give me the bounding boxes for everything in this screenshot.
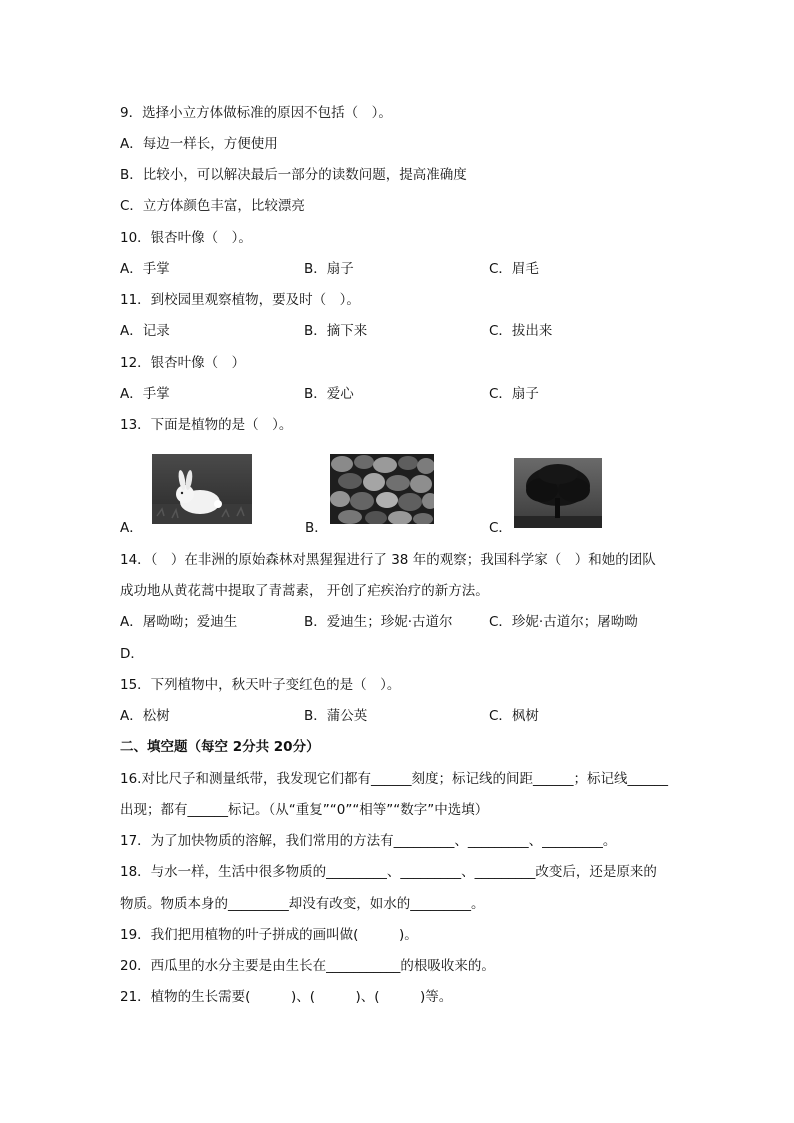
q9-option-c: C．立方体颜色丰富，比较漂亮: [120, 198, 305, 214]
q15-option-b: B．蒲公英: [304, 708, 368, 724]
q14-option-c: C．珍妮·古道尔；屠呦呦: [489, 614, 638, 630]
q12-option-a: A．手掌: [120, 386, 170, 402]
q18-line2: 物质。物质本身的_________却没有改变，如水的_________。: [120, 896, 485, 912]
q16-line1: 16.对比尺子和测量纸带，我发现它们都有______刻度；标记线的间距______；标记线______: [120, 771, 668, 787]
q12-stem: 12．银杏叶像（ ）: [120, 355, 246, 371]
q15-stem: 15．下列植物中，秋天叶子变红色的是（ ）。: [120, 677, 401, 693]
q21: 21．植物的生长需要( )、( )、( )等。: [120, 989, 453, 1005]
q15-options: [120, 707, 680, 725]
q14-option-b: B．爱迪生；珍妮·古道尔: [304, 614, 453, 630]
q12-option-b: B．爱心: [304, 386, 354, 402]
q14-option-a: A．屠呦呦；爱迪生: [120, 614, 238, 630]
q12-option-c: C．扇子: [489, 386, 539, 402]
q13-option-b: B．: [305, 520, 328, 536]
q18-line1: 18．与水一样，生活中很多物质的_________、_________、_________改变后，还是原来的: [120, 864, 657, 880]
q11-option-b: B．摘下来: [304, 323, 368, 339]
q17: 17．为了加快物质的溶解，我们常用的方法有_________、_________、_________。: [120, 833, 617, 849]
q10-options: [120, 260, 680, 278]
tree-photo: [514, 458, 602, 528]
q14-option-d: D．: [120, 646, 144, 662]
q13-option-c: C．: [489, 520, 512, 536]
q13-stem: 13．下面是植物的是（ ）。: [120, 417, 293, 433]
q13-option-a: A．: [120, 520, 143, 536]
section-2-title: 二、填空题（每空 2分共 20分）: [120, 739, 320, 755]
q11-option-c: C．拔出来: [489, 323, 553, 339]
q9-option-a: A．每边一样长，方便使用: [120, 136, 278, 152]
q14-options: [120, 613, 680, 631]
q11-options: [120, 322, 680, 340]
stones-photo: [330, 454, 434, 524]
q10-stem: 10．银杏叶像（ ）。: [120, 230, 252, 246]
q14-stem-line2: 成功地从黄花蒿中提取了青蒿素， 开创了疟疾治疗的新方法。: [120, 583, 489, 599]
q9-stem: 9．选择小立方体做标准的原因不包括（ ）。: [120, 105, 392, 121]
q14-stem-line1: 14．（ ）在非洲的原始森林对黑猩猩进行了 38 年的观察；我国科学家（ ）和她的团队: [120, 552, 656, 568]
q9-option-b: B．比较小，可以解决最后一部分的读数问题，提高准确度: [120, 167, 467, 183]
q20: 20．西瓜里的水分主要是由生长在___________的根吸收来的。: [120, 958, 495, 974]
q10-option-b: B．扇子: [304, 261, 354, 277]
q11-stem: 11．到校园里观察植物，要及时（ ）。: [120, 292, 360, 308]
q10-option-c: C．眉毛: [489, 261, 539, 277]
q15-option-a: A．松树: [120, 708, 170, 724]
q19: 19．我们把用植物的叶子拼成的画叫做( )。: [120, 927, 418, 943]
q15-option-c: C．枫树: [489, 708, 539, 724]
q10-option-a: A．手掌: [120, 261, 170, 277]
rabbit-photo: [152, 454, 252, 524]
q12-options: [120, 385, 680, 403]
q11-option-a: A．记录: [120, 323, 170, 339]
q16-line2: 出现；都有______标记。（从“重复”“0”“相等”“数字”中选填）: [120, 802, 489, 818]
